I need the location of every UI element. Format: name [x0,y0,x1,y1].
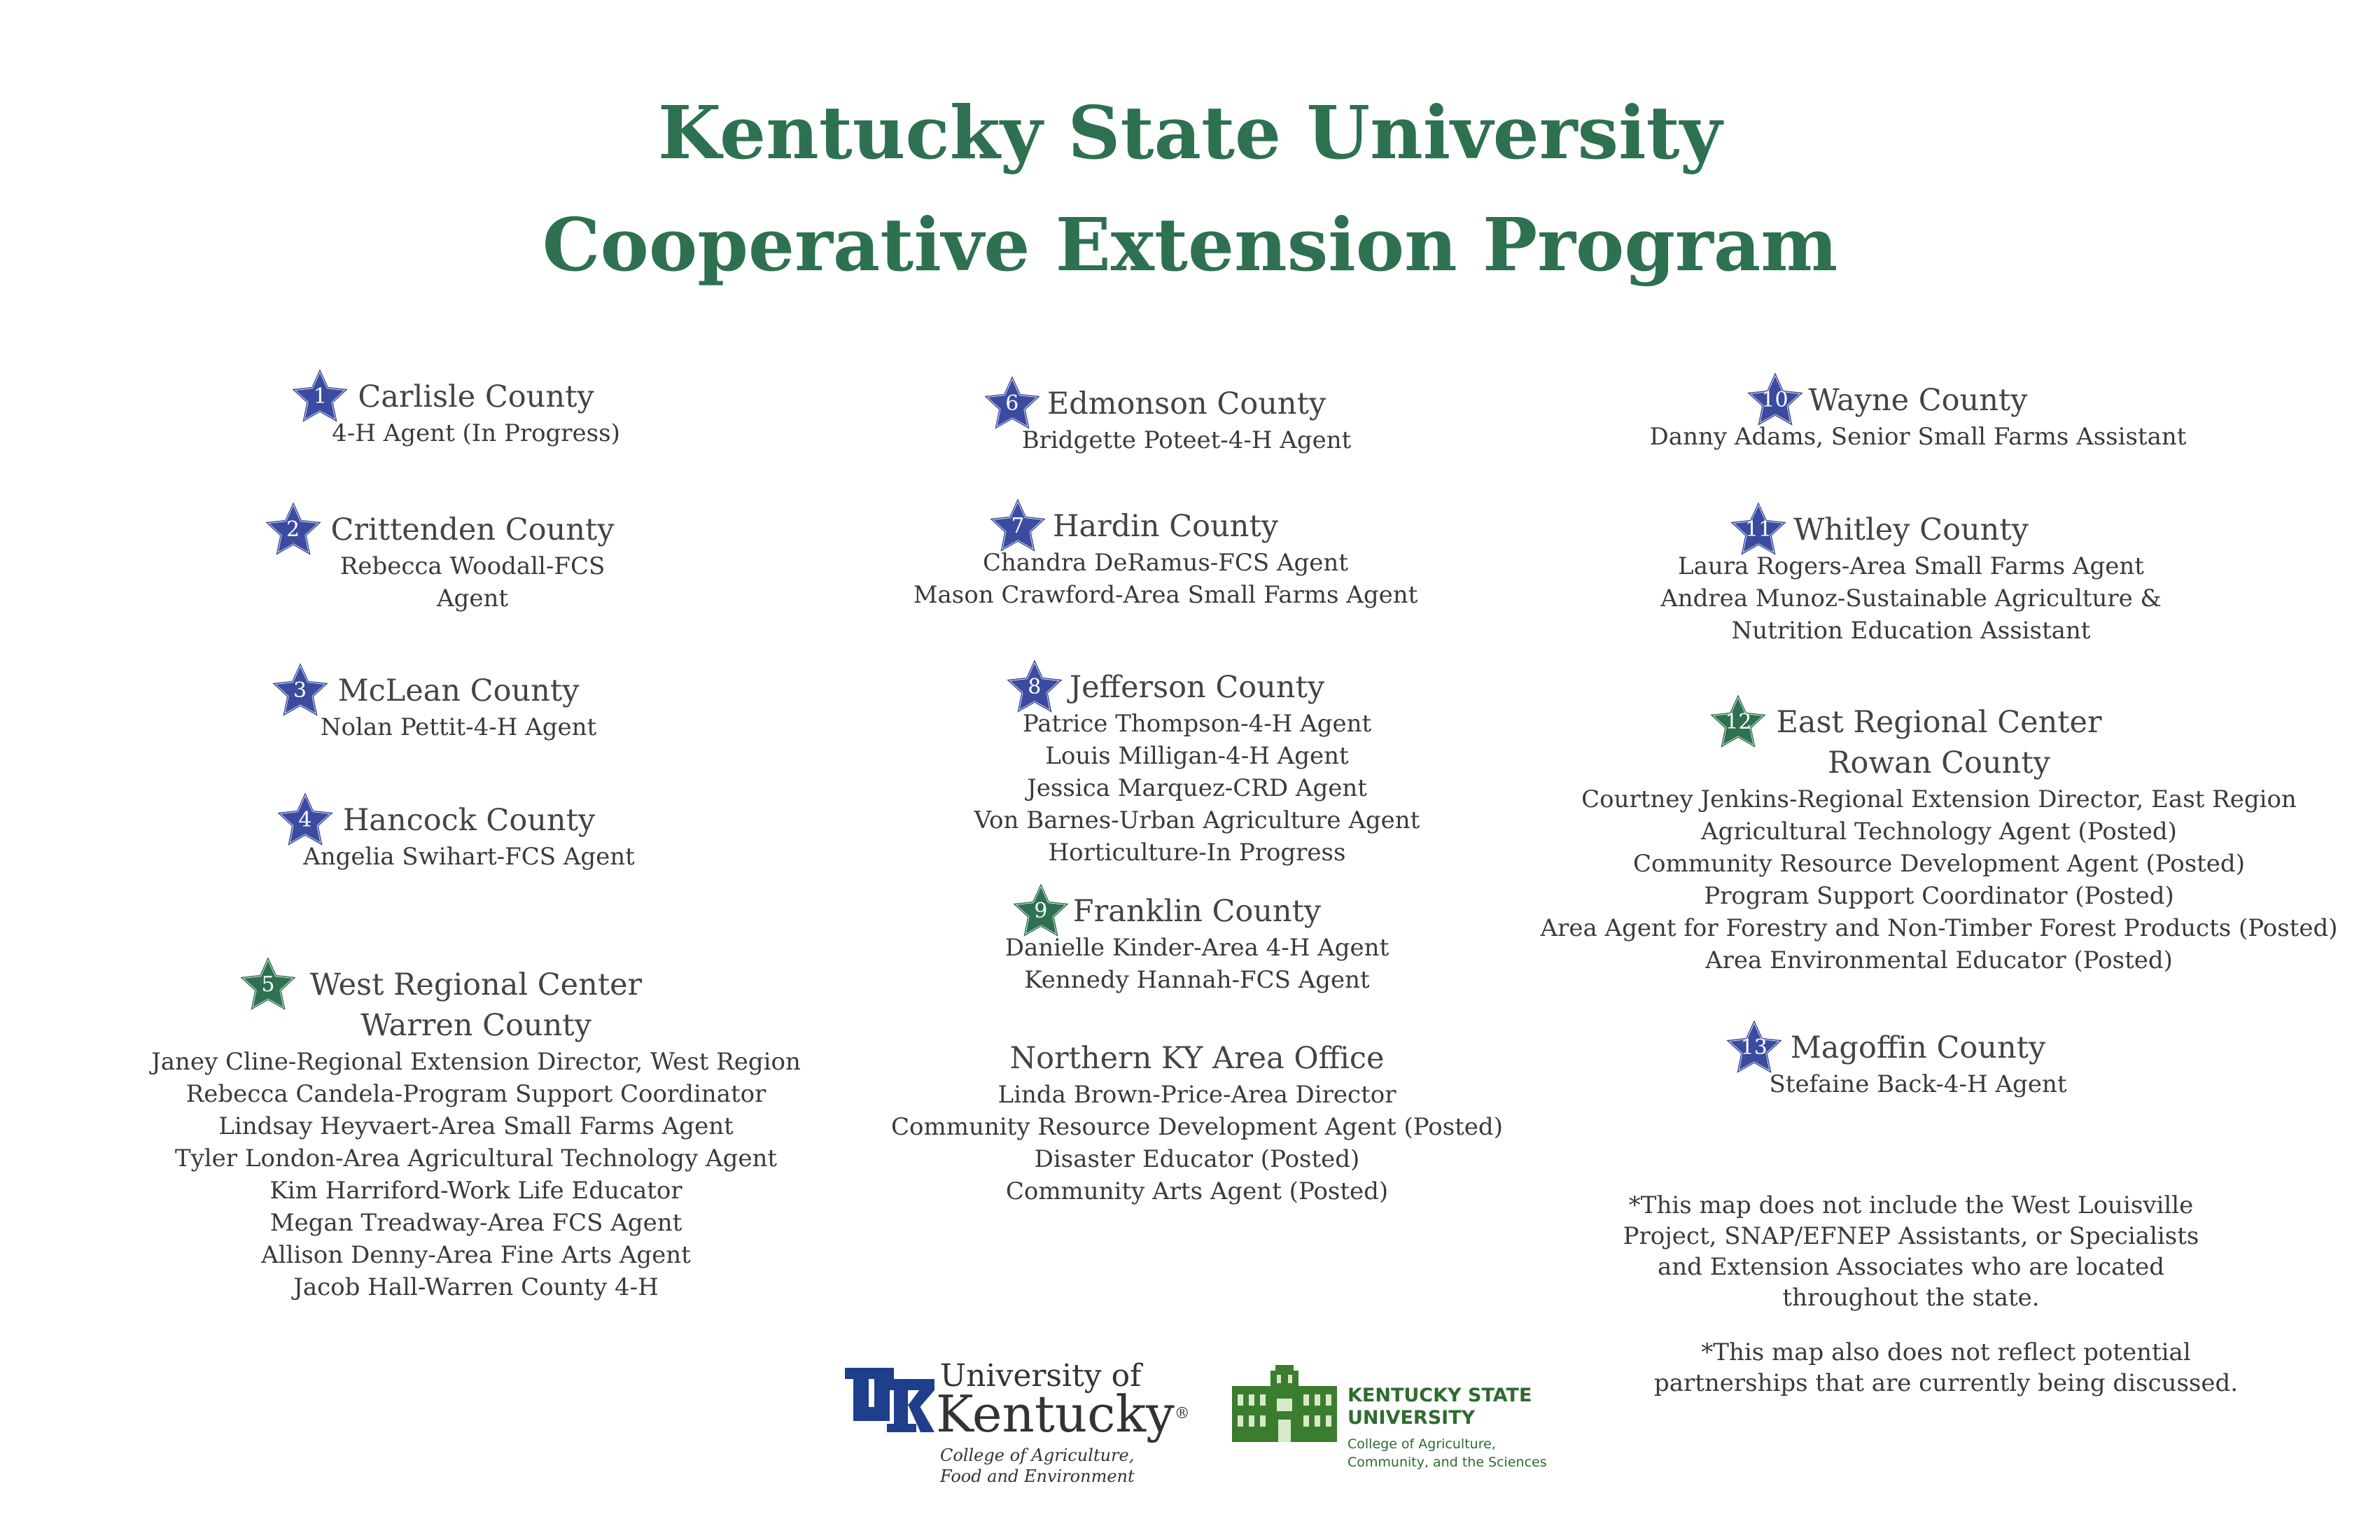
county-heading [1034,891,1322,932]
staff-line: Community Resource Development Agent (Posted) [1633,850,2245,878]
note-line: Project, SNAP/EFNEP Assistants, or Specialists [1623,1222,2199,1250]
uk-line-2 [936,1386,1190,1442]
star-number: 7 [1011,514,1025,538]
staff-line: Nutrition Education Assistant [1731,617,2091,645]
county-name: Northern KY Area Office [1009,1041,1385,1076]
star-marker-icon [264,500,323,559]
uk-sub-1: College of Agriculture, [940,1446,1135,1465]
county-heading [313,377,594,417]
staff-line: Megan Treadway-Area FCS Agent [270,1209,682,1237]
star-number: 2 [286,517,300,542]
county-heading [1011,506,1279,547]
staff-line: Chandra DeRamus-FCS Agent [983,549,1348,577]
county-block [1428,1028,2380,1100]
ksu-sub-2: Community, and the Sciences [1348,1455,1547,1470]
staff-line: Louis Milligan-4-H Agent [1045,742,1349,770]
star-marker-icon [290,368,349,426]
title-line-2: Cooperative Extension Program [542,202,1838,288]
county-name: Crittenden County [330,512,615,547]
county-name: Franklin County [1072,894,1322,929]
staff-line: Community Resource Development Agent (Posted) [891,1113,1503,1141]
county-name: Jefferson County [1069,670,1325,705]
staff-line: Jacob Hall-Warren County 4-H [293,1273,659,1301]
star-marker-icon [983,374,1042,433]
note-line: and Extension Associates who are located [1658,1253,2164,1281]
note-line: throughout the state. [1782,1284,2040,1312]
star-number: 12 [1725,710,1752,734]
ksu-sub-1: College of Agriculture, [1348,1436,1496,1452]
county-heading [1028,667,1325,708]
county-heading [1005,384,1326,424]
title-line-1: Kentucky State University [657,90,1723,176]
staff-line: Andrea Munoz-Sustainable Agriculture & [1660,584,2162,612]
star-marker-icon [1011,882,1070,941]
staff-line: Patrice Thompson-4-H Agent [1022,710,1372,738]
note-line: partnerships that are currently being discussed. [1653,1369,2239,1397]
county-block [1421,510,2380,647]
note-line: *This map also does not reflect potential [1701,1338,2191,1366]
staff-line: Von Barnes-Urban Agriculture Agent [974,806,1420,834]
staff-line: Rebecca Candela-Program Support Coordinator [186,1080,766,1108]
note-partnerships [1596,1337,2296,1399]
county-block [1428,380,2380,453]
star-marker-icon [1005,658,1064,717]
staff-line: Agent [437,584,508,612]
county-heading [1740,1028,2046,1068]
uk-wordmark: Kentucky [936,1385,1175,1443]
staff-line: Nolan Pettit-4-H Agent [320,713,597,741]
star-number: 13 [1740,1035,1768,1060]
staff-line: Program Support Coordinator (Posted) [1704,882,2174,910]
county-heading [298,800,596,841]
staff-line: Danielle Kinder-Area 4-H Agent [1004,934,1390,962]
star-marker-icon [1709,693,1768,752]
star-number: 4 [298,808,312,832]
ksu-line-1: KENTUCKY STATE [1348,1385,1532,1406]
county-name: Wayne County [1808,383,2028,418]
county-name: Carlisle County [358,379,594,414]
staff-line: Danny Adams, Senior Small Farms Assistant [1649,423,2187,451]
star-number: 6 [1005,391,1019,416]
county-heading [1010,1038,1385,1079]
ksu-building-icon [1232,1365,1337,1442]
registered-mark: ® [1174,1405,1190,1422]
star-marker-icon [1746,371,1805,430]
staff-line: Jessica Marquez-CRD Agent [1027,774,1367,802]
star-number: 5 [261,972,275,997]
county-name: Edmonson County [1046,386,1326,421]
county-name: Magoffin County [1790,1030,2046,1065]
note-not-included [1596,1190,2226,1313]
county-name: Whitley County [1793,512,2029,547]
star-marker-icon [271,662,330,720]
star-number: 3 [293,678,307,703]
county-heading [1761,380,2028,421]
note-line: *This map does not include the West Louisville [1628,1191,2194,1219]
staff-line: Rebecca Woodall-FCS [340,552,606,580]
uk-sub-2: Food and Environment [940,1466,1135,1486]
staff-line: Linda Brown-Price-Area Director [997,1081,1396,1109]
county-subheading: Rowan County [1828,746,2050,780]
staff-line: Area Agent for Forestry and Non-Timber Forest Products (Posted) [1540,914,2338,942]
staff-line: Bridgette Poteet-4-H Agent [1021,426,1352,454]
star-marker-icon [988,497,1047,556]
staff-line: 4-H Agent (In Progress) [332,419,620,447]
staff-line: Area Environmental Educator (Posted) [1705,946,2173,974]
staff-line: Agricultural Technology Agent (Posted) [1701,818,2177,846]
ksu-line-2: UNIVERSITY [1348,1407,1476,1429]
staff-line: Disaster Educator (Posted) [1034,1145,1360,1173]
county-subheading: Warren County [360,1008,592,1043]
staff-line: Lindsay Heyvaert-Area Small Farms Agent [218,1112,734,1140]
staff-line: Courtney Jenkins-Regional Extension Director, East Region [1581,785,2297,813]
county-heading [261,965,643,1005]
county-name: West Regional Center [309,967,643,1002]
star-number: 9 [1034,899,1048,923]
county-heading [1744,510,2029,550]
county-heading [286,510,615,550]
county-name: McLean County [337,673,580,708]
star-marker-icon [239,955,298,1014]
staff-line: Stefaine Back-4-H Agent [1769,1070,2067,1098]
staff-line: Janey Cline-Regional Extension Director, West Region [151,1048,801,1076]
uk-logo [844,1358,1190,1486]
county-block [1449,702,2380,976]
staff-line: Angelia Swihart-FCS Agent [303,843,635,871]
county-heading [1725,702,2102,743]
county-name: Hardin County [1052,509,1279,544]
staff-line: Horticulture-In Progress [1048,839,1346,867]
uk-line-1: University of [940,1358,1142,1394]
staff-line: Community Arts Agent (Posted) [1005,1177,1389,1205]
county-heading [293,671,580,711]
star-number: 1 [313,384,327,409]
uk-monogram-icon [844,1365,934,1435]
star-number: 11 [1744,517,1772,542]
county-name: East Regional Center [1776,705,2102,740]
staff-line: Mason Crawford-Area Small Farms Agent [913,581,1418,609]
star-marker-icon [276,791,335,850]
star-marker-icon [1725,1018,1784,1077]
staff-line: Tyler London-Area Agricultural Technology Agent [174,1144,778,1172]
staff-line: Kim Harriford-Work Life Educator [270,1177,682,1205]
ksu-logo [1232,1365,1568,1484]
star-number: 10 [1761,388,1788,412]
county-name: Hancock County [342,803,596,838]
staff-line: Kennedy Hannah-FCS Agent [1024,966,1370,994]
star-marker-icon [1729,500,1788,559]
staff-line: Allison Denny-Area Fine Arts Agent [261,1241,691,1269]
staff-line: Laura Rogers-Area Small Farms Agent [1678,552,2144,580]
star-number: 8 [1028,675,1042,699]
